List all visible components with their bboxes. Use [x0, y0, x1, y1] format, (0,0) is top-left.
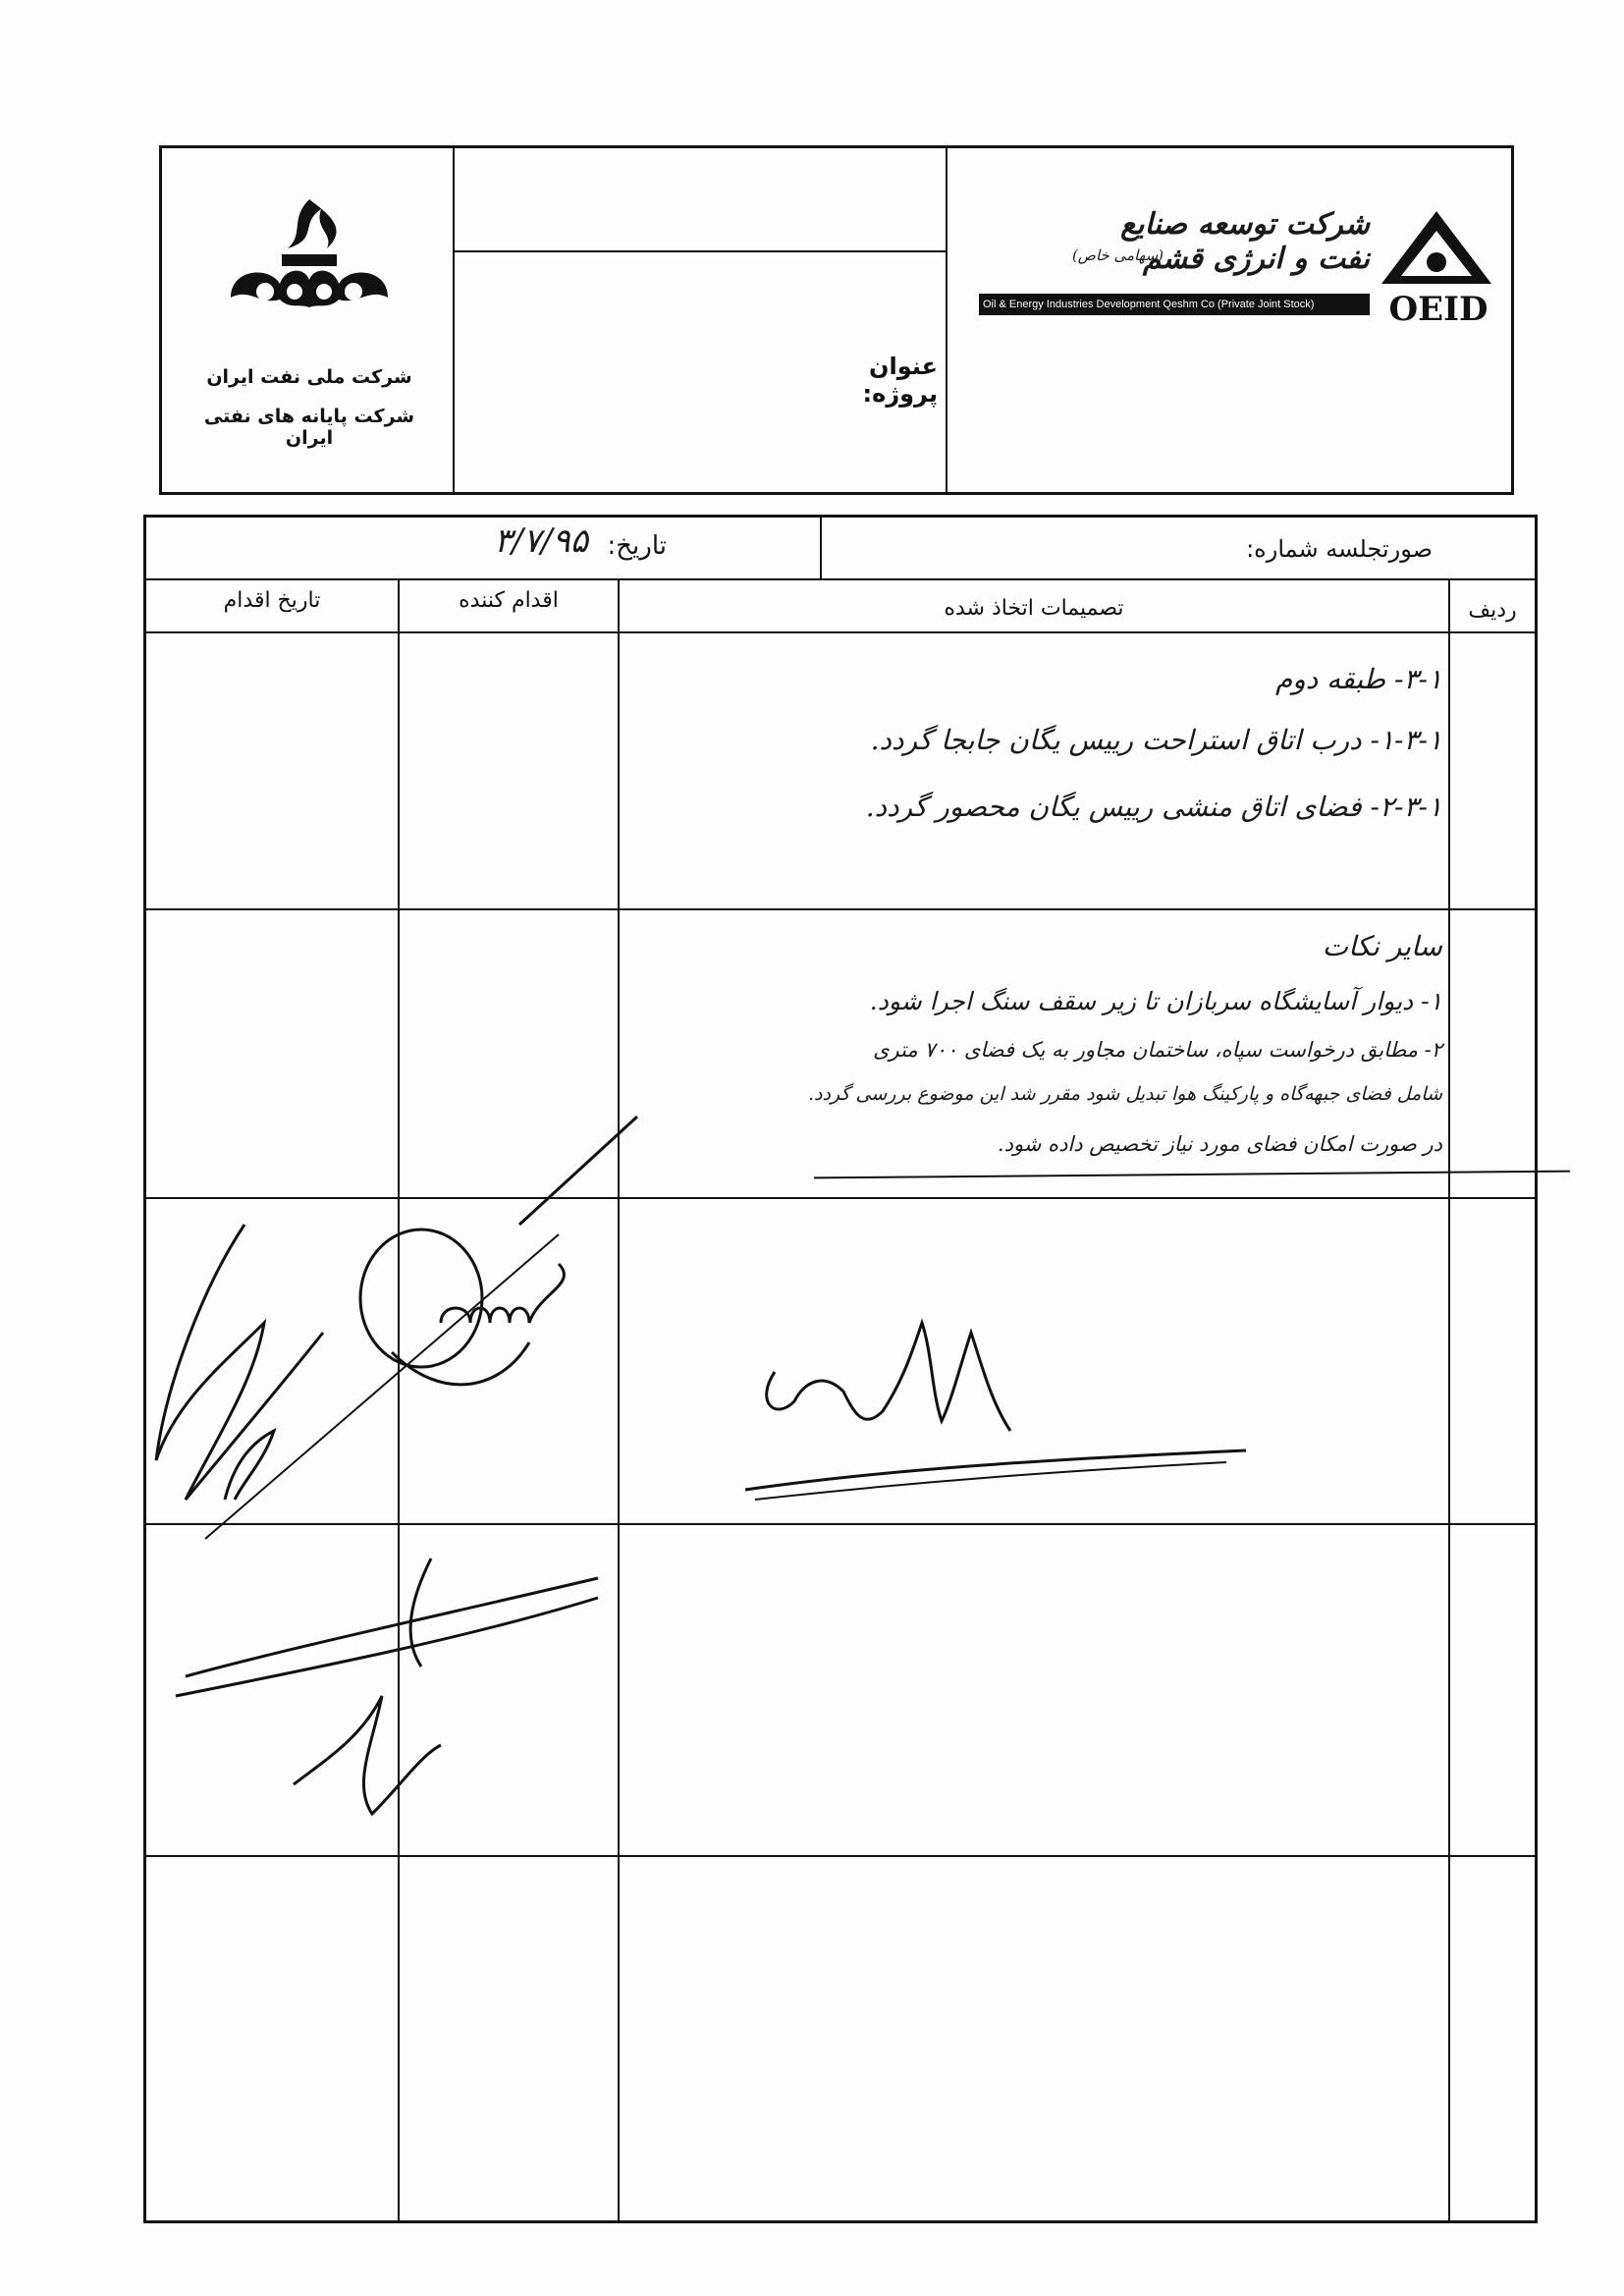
col-header-date: تاریخ اقدام — [223, 588, 321, 613]
signature-1 — [146, 1205, 618, 1519]
minutes-number-label: صورتجلسه شماره: — [1246, 535, 1433, 563]
signature-2 — [735, 1293, 1285, 1509]
company-right-en: Oil & Energy Industries Development Qeshm Co (Private Joint Stock) — [983, 299, 1315, 310]
oeid-logo-mark — [1378, 207, 1495, 286]
signature-3 — [176, 1558, 608, 1853]
row2-underline — [814, 1171, 1570, 1179]
col-header-row: ردیف — [1468, 598, 1517, 623]
letterhead — [159, 145, 1514, 495]
minutes-table — [143, 515, 1538, 2223]
row2-line4: شامل فضای جبهه‌گاه و پارکینگ هوا تبدیل شود مقرر شد این موضوع بررسی گردد. — [808, 1083, 1442, 1105]
date-value: ۳/۷/۹۵ — [494, 521, 588, 561]
company-left-line2: شرکت پایانه های نفتی ایران — [203, 406, 415, 449]
row2-line3: ۲- مطابق درخواست سپاه، ساختمان مجاور به یک فضای ۷۰۰ متری — [873, 1038, 1442, 1062]
col-header-actor: اقدام کننده — [459, 588, 559, 613]
row1-line1: ۳-۱- طبقه دوم — [1274, 663, 1442, 695]
company-right-type: (سهامی خاص) — [1071, 246, 1164, 264]
logo-right-text: OEID — [1388, 290, 1489, 329]
nioc-logo — [211, 190, 407, 327]
col-header-decisions: تصمیمات اتخاذ شده — [944, 596, 1124, 621]
date-label: تاریخ: — [607, 531, 667, 561]
row1-line2: ۱-۳-۱- درب اتاق استراحت رییس یگان جابجا گردد. — [870, 724, 1442, 756]
row2-line2: ۱- دیوار آسایشگاه سربازان تا زیر سقف سنگ اجرا شود. — [869, 987, 1442, 1015]
row1-line3: ۲-۳-۱- فضای اتاق منشی رییس یگان محصور گردد. — [865, 791, 1442, 823]
company-left-line1: شرکت ملی نفت ایران — [206, 366, 412, 388]
project-title-label: عنوان پروژه: — [862, 353, 938, 408]
company-right-name: شرکت توسعه صنایع نفت و انرژی قشم — [1120, 207, 1370, 276]
row2-line1: سایر نکات — [1322, 930, 1442, 962]
company-right-en-bar — [979, 294, 1370, 315]
row2-line5: در صورت امکان فضای مورد نیاز تخصیص داده شود. — [997, 1132, 1442, 1156]
